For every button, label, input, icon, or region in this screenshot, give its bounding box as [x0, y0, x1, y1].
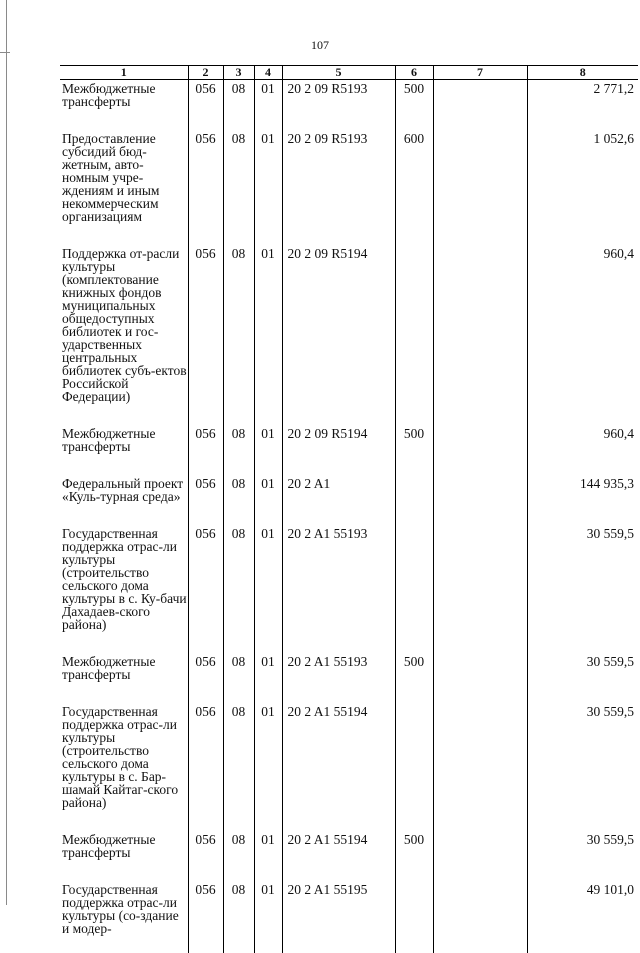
budget-table	[60, 65, 638, 953]
column-header: 2	[188, 66, 223, 80]
column-7-cell	[433, 649, 527, 699]
row-name-cell: Государственная поддержка отрас-ли культуры (со-здание и модер-	[62, 882, 179, 936]
column-header: 6	[395, 66, 433, 80]
amount-cell: 144 935,3	[527, 471, 638, 521]
subsection-cell: 01	[254, 471, 282, 521]
amount-cell: 30 559,5	[527, 521, 638, 649]
row-name-cell: Межбюджетные трансферты	[62, 426, 156, 454]
column-7-cell	[433, 699, 527, 827]
table-row	[60, 241, 638, 421]
subsection-cell: 01	[254, 80, 282, 127]
admin-code-cell: 056	[188, 877, 223, 953]
table-row	[60, 877, 638, 953]
table-row	[60, 80, 638, 127]
section-cell: 08	[223, 521, 254, 649]
admin-code-cell: 056	[188, 80, 223, 127]
column-7-cell	[433, 421, 527, 471]
column-7-cell	[433, 877, 527, 953]
admin-code-cell: 056	[188, 241, 223, 421]
column-7-cell	[433, 126, 527, 241]
column-7-cell	[433, 471, 527, 521]
amount-cell: 30 559,5	[527, 649, 638, 699]
section-cell: 08	[223, 827, 254, 877]
section-cell: 08	[223, 471, 254, 521]
section-cell: 08	[223, 421, 254, 471]
row-name-cell: Межбюджетные трансферты	[62, 654, 156, 682]
amount-cell: 30 559,5	[527, 699, 638, 827]
expense-type-cell	[395, 471, 433, 521]
expense-type-cell	[395, 241, 433, 421]
column-header: 1	[60, 66, 188, 80]
amount-cell: 30 559,5	[527, 827, 638, 877]
subsection-cell: 01	[254, 699, 282, 827]
table-row	[60, 699, 638, 827]
expense-type-cell: 500	[395, 80, 433, 127]
admin-code-cell: 056	[188, 649, 223, 699]
target-article-cell: 20 2 09 R5194	[282, 241, 395, 421]
admin-code-cell: 056	[188, 471, 223, 521]
table-row	[60, 521, 638, 649]
column-header: 8	[527, 66, 638, 80]
admin-code-cell: 056	[188, 126, 223, 241]
amount-cell: 1 052,6	[527, 126, 638, 241]
section-cell: 08	[223, 241, 254, 421]
amount-cell: 2 771,2	[527, 80, 638, 127]
row-name-cell: Государственная поддержка отрас-ли культуры (строительство сельского дома культуры в с. Ку-бачи Дахадаев-ского района)	[62, 526, 187, 632]
table-row	[60, 649, 638, 699]
table-header-row	[60, 66, 638, 80]
expense-type-cell: 500	[395, 649, 433, 699]
subsection-cell: 01	[254, 827, 282, 877]
table-row	[60, 471, 638, 521]
column-7-cell	[433, 80, 527, 127]
target-article-cell: 20 2 09 R5193	[282, 80, 395, 127]
subsection-cell: 01	[254, 877, 282, 953]
table-row	[60, 126, 638, 241]
subsection-cell: 01	[254, 649, 282, 699]
amount-cell: 49 101,0	[527, 877, 638, 953]
row-name-cell: Межбюджетные трансферты	[62, 81, 156, 109]
page-binding-edge	[0, 0, 7, 905]
table-row	[60, 421, 638, 471]
subsection-cell: 01	[254, 421, 282, 471]
amount-cell: 960,4	[527, 421, 638, 471]
column-7-cell	[433, 521, 527, 649]
admin-code-cell: 056	[188, 827, 223, 877]
target-article-cell: 20 2 A1	[282, 471, 395, 521]
admin-code-cell: 056	[188, 699, 223, 827]
section-cell: 08	[223, 699, 254, 827]
target-article-cell: 20 2 A1 55194	[282, 827, 395, 877]
admin-code-cell: 056	[188, 521, 223, 649]
section-cell: 08	[223, 649, 254, 699]
row-name-cell: Федеральный проект «Куль-турная среда»	[62, 476, 184, 504]
subsection-cell: 01	[254, 521, 282, 649]
section-cell: 08	[223, 877, 254, 953]
page-number: 107	[311, 38, 329, 52]
admin-code-cell: 056	[188, 421, 223, 471]
target-article-cell: 20 2 A1 55193	[282, 521, 395, 649]
target-article-cell: 20 2 09 R5193	[282, 126, 395, 241]
column-7-cell	[433, 827, 527, 877]
expense-type-cell: 500	[395, 827, 433, 877]
column-7-cell	[433, 241, 527, 421]
row-name-cell: Государственная поддержка отрас-ли культуры (строительство сельского дома культуры в с. Бар-шамай Кайтаг-ского района)	[62, 704, 179, 810]
section-cell: 08	[223, 126, 254, 241]
amount-cell: 960,4	[527, 241, 638, 421]
column-header: 3	[223, 66, 254, 80]
row-name-cell: Предоставление субсидий бюд-жетным, авто-номным учре-ждениям и иным некоммерческим организациям	[62, 131, 160, 224]
expense-type-cell	[395, 699, 433, 827]
column-header: 7	[433, 66, 527, 80]
row-name-cell: Поддержка от-расли культуры (комплектование книжных фондов муниципальных общедоступных библиотек и гос-ударственных центральных библиотек субъ-ектов Российской Федерации)	[62, 246, 187, 404]
target-article-cell: 20 2 A1 55195	[282, 877, 395, 953]
column-header: 4	[254, 66, 282, 80]
expense-type-cell: 500	[395, 421, 433, 471]
expense-type-cell	[395, 521, 433, 649]
subsection-cell: 01	[254, 126, 282, 241]
row-name-cell: Межбюджетные трансферты	[62, 832, 156, 860]
column-header: 5	[282, 66, 395, 80]
table-row	[60, 827, 638, 877]
expense-type-cell	[395, 877, 433, 953]
section-cell: 08	[223, 80, 254, 127]
target-article-cell: 20 2 A1 55193	[282, 649, 395, 699]
target-article-cell: 20 2 09 R5194	[282, 421, 395, 471]
subsection-cell: 01	[254, 241, 282, 421]
target-article-cell: 20 2 A1 55194	[282, 699, 395, 827]
expense-type-cell: 600	[395, 126, 433, 241]
